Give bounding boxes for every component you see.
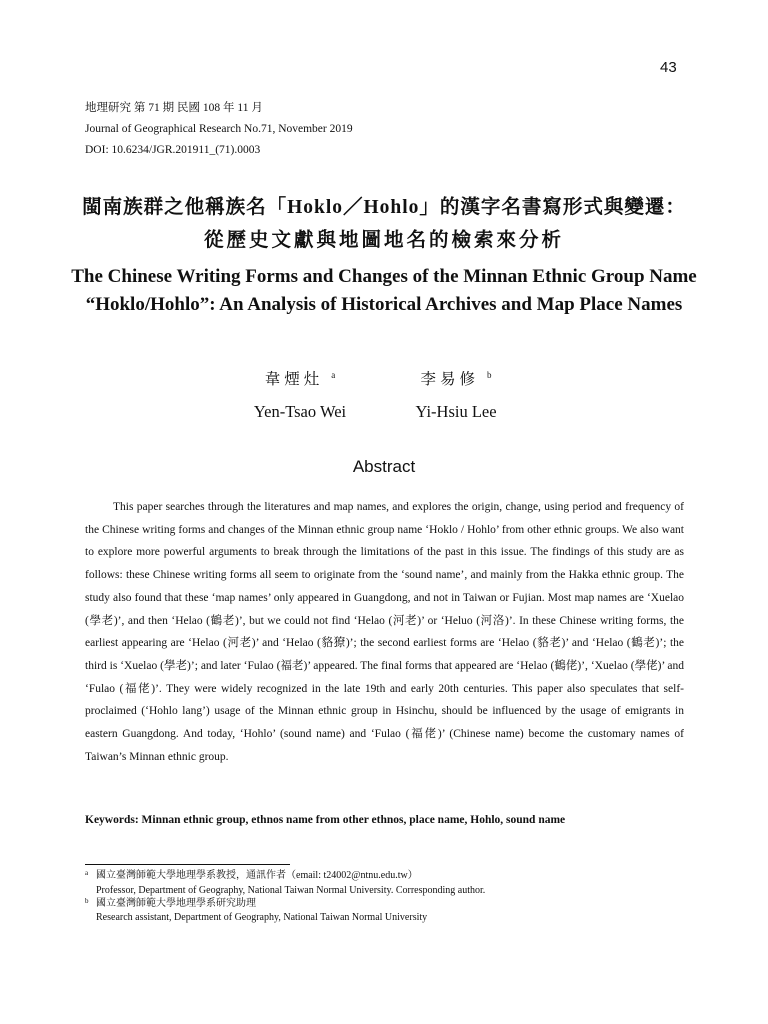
journal-info-en: Journal of Geographical Research No.71, November 2019 [85, 123, 353, 135]
doi: DOI: 10.6234/JGR.201911_(71).0003 [85, 144, 261, 156]
footnote-divider [85, 864, 290, 865]
footnote-b-mark: b [85, 897, 89, 905]
author-2-zh-text: 李易修 [420, 371, 480, 388]
title-en: The Chinese Writing Forms and Changes of the Minnan Ethnic Group Name “Hoklo/Hohlo”: An Analysis of Historical Archives and Map Place Names [71, 266, 697, 315]
author-1-mark: a [331, 369, 336, 380]
title-zh-line1: 閩南族群之他稱族名「Hoklo／Hohlo」的漢字名書寫形式與變遷： [82, 197, 686, 218]
keywords: Keywords: Minnan ethnic group, ethnos name from other ethnos, place name, Hohlo, sound name [85, 814, 566, 826]
author-2-mark: b [486, 369, 492, 380]
author-1-name-en: Yen-Tsao Wei [253, 402, 347, 421]
footnote-b-zh: 國立臺灣師範大學地理學系研究助理 [96, 898, 256, 909]
author-2-name-en: Yi-Hsiu Lee [415, 402, 497, 421]
page-number: 43 [660, 59, 677, 76]
author-1-name-zh [240, 367, 360, 389]
author-2-name-zh [400, 367, 512, 389]
footnote-a-zh: 國立臺灣師範大學地理學系教授，通訊作者（email: t24002@ntnu.edu.tw） [96, 870, 418, 881]
abstract-heading: Abstract [352, 457, 416, 476]
author-1-zh-text: 韋煙灶 [264, 371, 324, 388]
footnote-a-mark: a [85, 869, 89, 877]
journal-info-zh: 地理研究 第 71 期 民國 108 年 11 月 [85, 102, 263, 114]
title-zh-line2: 從歷史文獻與地圖地名的檢索來分析 [203, 230, 564, 251]
abstract-body: This paper searches through the literatures and map names, and explores the origin, change, using period and frequency of the Chinese writing forms and changes of the Minnan ethnic group name ‘Hoklo / Hohlo’ from other ethnic groups. We also want to explore more powerful arguments to break through the limitations of the past in this issue. The findings of this study are as follows: these Chinese writing forms all seem to originate from the ‘sound name’, and mainly from the Hakka ethnic group. The study also found that these ‘map names’ only appeared in Guangdong, and not in Taiwan or Fujian. Most map names are ‘Xuelao (學老)’, and then ‘Helao (鶴老)’, but we could not find ‘Helao (河老)’ or ‘Heluo (河洛)’. In these Chinese writing forms, the earliest appearing are ‘Helao (河老)’ and ‘Helao (貉獠)’; the second earliest forms are ‘Helao (貉老)’ and ‘Helao (鶴老)’; the third is ‘Xuelao (學老)’; and later ‘Fulao (福老)’ appeared. The final forms that appeared are ‘Helao (鶴佬)’, ‘Xuelao (學佬)’ and ‘Fulao (福佬)’. They were widely recognized in the late 19th and early 20th centuries. This paper also speculates that self-proclaimed (‘Hohlo lang’) usage of the Minnan ethnic group in Hsinchu, should be influenced by the usage of emigrants in eastern Guangdong. And today, ‘Hohlo’ (sound name) and ‘Fulao (福佬)’ (Chinese name) become the customary names of Taiwan’s Minnan ethnic group. [85, 501, 684, 763]
footnote-a-en: Professor, Department of Geography, National Taiwan Normal University. Corresponding author. [96, 885, 486, 896]
footnote-b-en: Research assistant, Department of Geography, National Taiwan Normal University [96, 912, 428, 923]
